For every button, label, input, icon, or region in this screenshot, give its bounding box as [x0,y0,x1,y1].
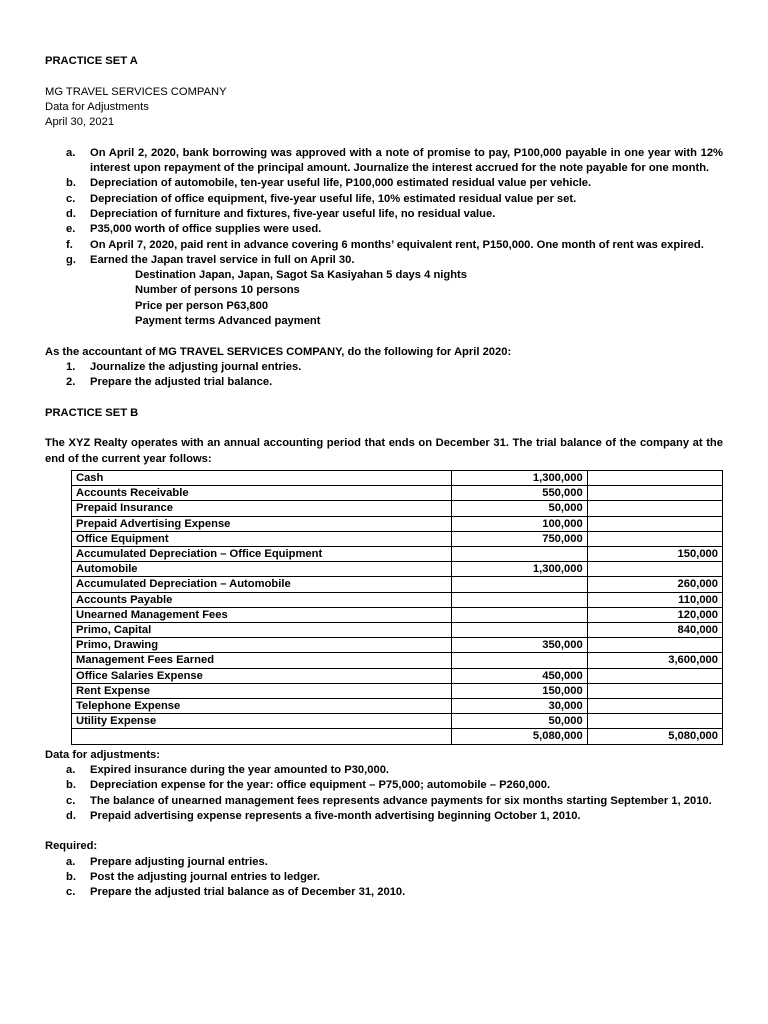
table-row [72,668,723,683]
debit-cell: 1,300,000 [452,562,587,577]
travel-payment-terms: Payment terms Advanced payment [135,315,321,328]
credit-cell [587,668,722,683]
debit-cell: 550,000 [452,486,587,501]
credit-cell [587,516,722,531]
credit-cell [587,683,722,698]
account-cell [72,729,452,744]
debit-cell: 30,000 [452,699,587,714]
adjustments-title: Data for adjustments: [45,748,160,761]
list-item: f. On April 7, 2020, paid rent in advance covering 6 months’ equivalent rent, P150,000. One month of rent was expired. [66,238,704,251]
credit-cell: 5,080,000 [587,729,722,744]
debit-cell [452,607,587,622]
account-cell: Accumulated Depreciation – Automobile [72,577,452,592]
set-a-tasks [45,360,723,391]
table-row [72,623,723,638]
credit-cell [587,486,722,501]
table-row [72,714,723,729]
credit-cell: 3,600,000 [587,653,722,668]
credit-cell: 840,000 [587,623,722,638]
account-cell: Accumulated Depreciation – Office Equipment [72,547,452,562]
list-item: c. The balance of unearned management fees represents advance payments for six months starting September 1, 2010. [66,794,712,807]
account-cell: Primo, Drawing [72,638,452,653]
table-row [72,562,723,577]
list-item: e. P35,000 worth of office supplies were used. [66,223,322,236]
account-cell: Cash [72,471,452,486]
table-row [72,699,723,714]
account-cell: Prepaid Insurance [72,501,452,516]
required-list [45,855,723,901]
credit-cell [587,714,722,729]
set-a-items [45,146,723,268]
set-a-title: PRACTICE SET A [45,55,138,67]
debit-cell [452,623,587,638]
account-cell: Primo, Capital [72,623,452,638]
credit-cell [587,471,722,486]
set-a-instruction: As the accountant of MG TRAVEL SERVICES COMPANY, do the following for April 2020: [45,345,512,358]
debit-cell: 50,000 [452,714,587,729]
table-row [72,577,723,592]
table-row [72,501,723,516]
list-item: 2. Prepare the adjusted trial balance. [66,376,273,389]
credit-cell [587,562,722,577]
table-row [72,516,723,531]
set-b-intro: The XYZ Realty operates with an annual accounting period that ends on December 31. The trial balance of the company at the end of the current year follows: [45,437,723,465]
account-cell: Telephone Expense [72,699,452,714]
table-row [72,531,723,546]
account-cell: Rent Expense [72,683,452,698]
debit-cell [452,653,587,668]
list-item: a. Expired insurance during the year amounted to P30,000. [66,763,390,776]
table-row [72,547,723,562]
list-item: d. Prepaid advertising expense represents a five-month advertising beginning October 1, 2010. [66,809,581,822]
account-cell: Accounts Receivable [72,486,452,501]
table-row [72,607,723,622]
table-row [72,486,723,501]
list-item: c. Prepare the adjusted trial balance as of December 31, 2010. [66,886,406,899]
credit-cell: 260,000 [587,577,722,592]
credit-cell [587,699,722,714]
debit-cell: 1,300,000 [452,471,587,486]
debit-cell [452,577,587,592]
document-page [45,54,723,901]
table-row [72,592,723,607]
list-item: a. Prepare adjusting journal entries. [66,855,268,868]
credit-cell [587,501,722,516]
debit-cell: 50,000 [452,501,587,516]
list-item: b. Post the adjusting journal entries to ledger. [66,871,320,884]
debit-cell: 5,080,000 [452,729,587,744]
account-cell: Office Salaries Expense [72,668,452,683]
table-row [72,653,723,668]
set-b-title: PRACTICE SET B [45,406,139,419]
debit-cell [452,547,587,562]
account-cell: Automobile [72,562,452,577]
list-item: 1. Journalize the adjusting journal entries. [66,360,302,373]
debit-cell: 750,000 [452,531,587,546]
list-item: d. Depreciation of furniture and fixtures, five-year useful life, no residual value. [66,207,496,220]
debit-cell [452,592,587,607]
credit-cell [587,531,722,546]
required-title: Required: [45,840,98,853]
travel-persons: Number of persons 10 persons [135,284,300,297]
account-cell: Office Equipment [72,531,452,546]
list-item: b. Depreciation of automobile, ten-year useful life, P100,000 estimated residual value per vehicle. [66,177,592,190]
debit-cell: 350,000 [452,638,587,653]
debit-cell: 150,000 [452,683,587,698]
debit-cell: 100,000 [452,516,587,531]
credit-cell [587,638,722,653]
set-a-date: April 30, 2021 [45,116,115,129]
list-item: g. Earned the Japan travel service in full on April 30. [66,253,355,266]
table-row [72,683,723,698]
travel-price: Price per person P63,800 [135,299,269,312]
list-item: c. Depreciation of office equipment, five-year useful life, 10% estimated residual value per set. [66,192,577,205]
adjustments-list [45,763,723,824]
account-cell: Accounts Payable [72,592,452,607]
table-row [72,729,723,744]
list-item: a. On April 2, 2020, bank borrowing was approved with a note of promise to pay, P100,000 payable in one year with 12% interest upon repayment of the principal amount. Journalize the interest accrued for the note payable for one month. [66,146,723,175]
account-cell: Utility Expense [72,714,452,729]
credit-cell: 120,000 [587,607,722,622]
debit-cell: 450,000 [452,668,587,683]
travel-destination: Destination Japan, Japan, Sagot Sa Kasiyahan 5 days 4 nights [135,269,467,282]
set-a-subtitle: Data for Adjustments [45,100,149,113]
account-cell: Prepaid Advertising Expense [72,516,452,531]
credit-cell: 110,000 [587,592,722,607]
account-cell: Management Fees Earned [72,653,452,668]
list-item: b. Depreciation expense for the year: office equipment – P75,000; automobile – P260,000. [66,779,551,792]
trial-balance-table [71,470,723,745]
table-row [72,638,723,653]
table-row [72,471,723,486]
account-cell: Unearned Management Fees [72,607,452,622]
company-name: MG TRAVEL SERVICES COMPANY [45,85,227,98]
credit-cell: 150,000 [587,547,722,562]
